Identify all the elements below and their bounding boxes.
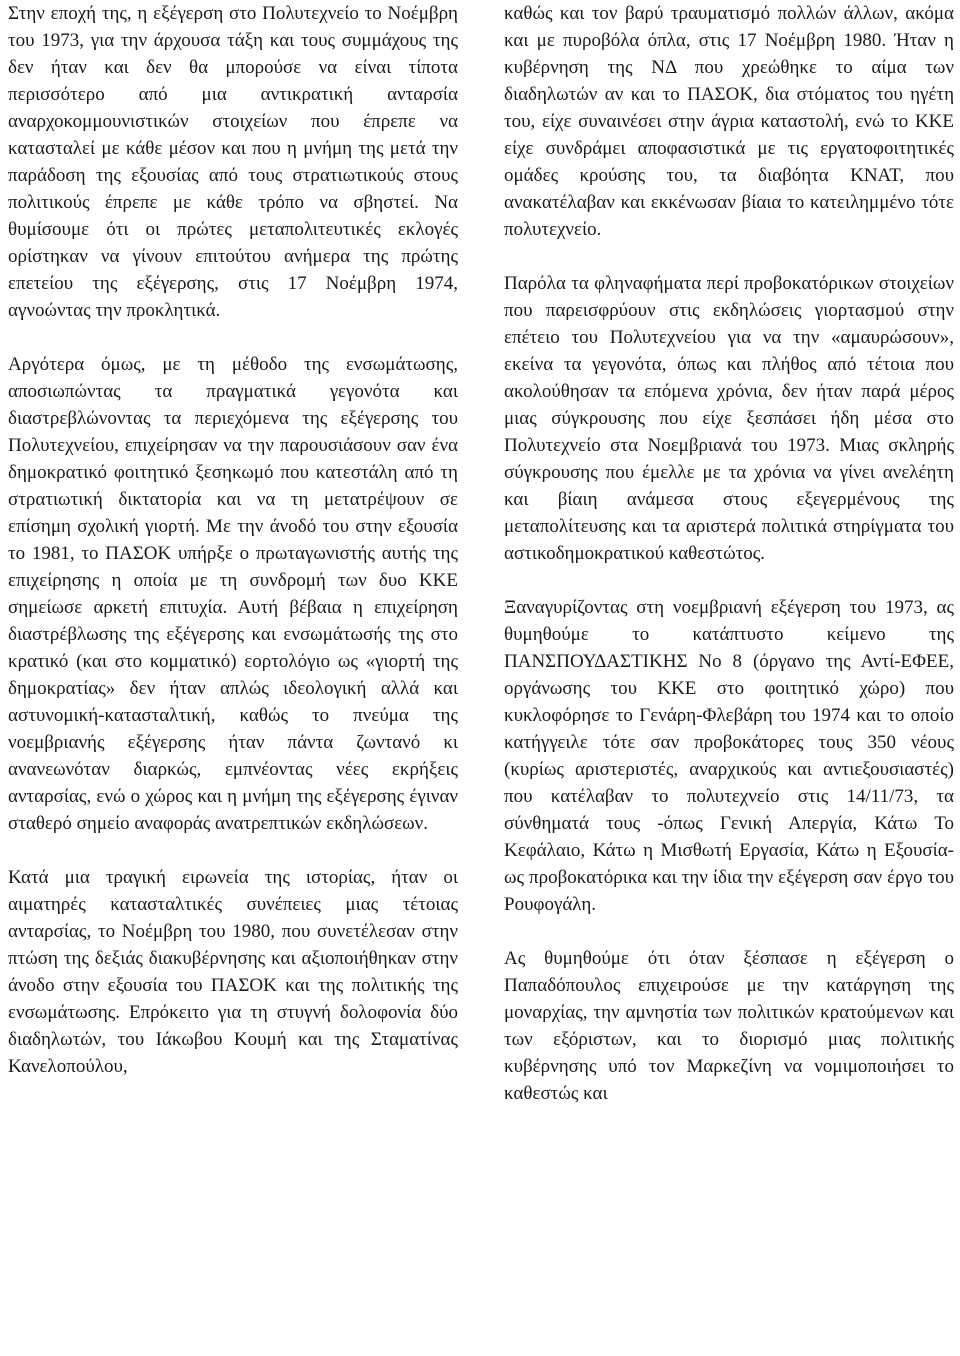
- paragraph: Αργότερα όμως, με τη μέθοδο της ενσωμάτωσης, αποσιωπώντας τα πραγματικά γεγονότα και διαστρεβλώνοντας τα περιεχόμενα της εξέγερσης του Πολυτεχνείου, επιχείρησαν να την παρουσιάσουν σαν ένα δημοκρατικό φοιτητικό ξεσηκωμό που κατεστάλη από τη στρατιωτική δικτατορία και να τη μετατρέψουν σε επίσημη σχολική γιορτή. Με την άνοδό του στην εξουσία το 1981, το ΠΑΣΟΚ υπήρξε ο πρωταγωνιστής αυτής της επιχείρησης η οποία με τη συνδρομή των δυο ΚΚΕ σημείωσε αρκετή επιτυχία. Αυτή βέβαια η επιχείρηση διαστρέβλωσης της εξέγερσης και ενσωμάτωσής της στο κρατικό (και στο κομματικό) εορτολόγιο ως «γιορτή της δημοκρατίας» δεν ήταν απλώς ιδεολογική αλλά και αστυνομική-κατασταλτική, καθώς το πνεύμα της νοεμβριανής εξέγερσης ήταν πάντα ζωντανό κι ανανεωνόταν διαρκώς, εμπνέοντας νέες εκρήξεις ανταρσίας, ενώ ο χώρος και η μνήμη της εξέγερσης έγιναν σταθερό σημείο αναφοράς ανατρεπτικών εκδηλώσεων.: [8, 354, 458, 834]
- paragraph: Ας θυμηθούμε ότι όταν ξέσπασε η εξέγερση ο Παπαδόπουλος επιχειρούσε με την κατάργηση της μοναρχίας, την αμνηστία των πολιτικών κρατούμενων και των εξόριστων, και το διορισμό μιας πολιτικής κυβέρνησης υπό τον Μαρκεζίνη να νομιμοποιήσει το καθεστώς και: [504, 948, 954, 1104]
- paragraph: Κατά μια τραγική ειρωνεία της ιστορίας, ήταν οι αιματηρές κατασταλτικές συνέπειες μιας τέτοιας ανταρσίας, το Νοέμβρη του 1980, που συνετέλεσαν στην πτώση της δεξιάς διακυβέρνησης και αξιοποιήθηκαν στην άνοδο στην εξουσία του ΠΑΣΟΚ και της πολιτικής της ενσωμάτωσης. Επρόκειτο για τη στυγνή δολοφονία δύο διαδηλωτών, του Ιάκωβου Κουμή και της Σταματίνας Κανελοπούλου,: [8, 867, 458, 1077]
- paragraph: καθώς και τον βαρύ τραυματισμό πολλών άλλων, ακόμα και με πυροβόλα όπλα, στις 17 Νοέμβρη 1980. Ήταν η κυβέρνηση της ΝΔ που χρεώθηκε το αίμα των διαδηλωτών αν και το ΠΑΣΟΚ, δια στόματος του ηγέτη του, είχε συναινέσει στην άγρια καταστολή, ενώ το ΚΚΕ είχε συνδράμει αποφασιστικά με τις εργατοφοιτητικές ομάδες κρούσης του, τα διαβόητα ΚΝΑΤ, που ανακατέλαβαν και εκκένωσαν βίαια το κατειλημμένο τότε πολυτεχνείο.: [504, 3, 954, 240]
- paragraph: Στην εποχή της, η εξέγερση στο Πολυτεχνείο το Νοέμβρη του 1973, για την άρχουσα τάξη και τους συμμάχους της δεν ήταν και δεν θα μπορούσε να είναι τίποτα περισσότερο από μια αντικρατική ανταρσία αναρχοκομμουνιστικών στοιχείων που έπρεπε να κατασταλεί με κάθε μέσον και που η μνήμη της μετά την παράδοση της εξουσίας από τους στρατιωτικούς στους πολιτικούς έπρεπε με κάθε τρόπο να σβηστεί. Να θυμίσουμε ότι οι πρώτες μεταπολιτευτικές εκλογές ορίστηκαν να γίνουν επιτούτου ανήμερα της πρώτης επετείου της εξέγερσης, στις 17 Νοέμβρη 1974, αγνοώντας την προκλητικά.: [8, 3, 458, 321]
- right-column: [504, 0, 954, 1107]
- paragraph: Παρόλα τα φληναφήματα περί προβοκατόρικων στοιχείων που παρεισφρύουν στις εκδηλώσεις γιορτασμού στην επέτειο του Πολυτεχνείου για να την «αμαυρώσουν», εκείνα τα γεγονότα, όπως και πλήθος από τέτοια που ακολούθησαν τα επόμενα χρόνια, δεν ήταν παρά μέρος μιας σύγκρουσης που είχε ξεσπάσει ήδη μέσα στο Πολυτεχνείο στα Νοεμβριανά του 1973. Μιας σκληρής σύγκρουσης που έμελλε με τα χρόνια να γίνει ανελέητη και βίαιη ανάμεσα στους εξεγερμένους της μεταπολίτευσης και τα αριστερά πολιτικά στηρίγματα του αστικοδημοκρατικού καθεστώτος.: [504, 273, 954, 564]
- left-column: [8, 0, 458, 1080]
- paragraph: Ξαναγυρίζοντας στη νοεμβριανή εξέγερση του 1973, ας θυμηθούμε το κατάπτυστο κείμενο της ΠΑΝΣΠΟΥΔΑΣΤΙΚΗΣ Νο 8 (όργανο της Αντί-ΕΦΕΕ, οργάνωσης του ΚΚΕ στο φοιτητικό χώρο) που κυκλοφόρησε το Γενάρη-Φλεβάρη του 1974 και το οποίο κατήγγειλε τότε σαν προβοκάτορες τους 350 νέους (κυρίως αριστεριστές, αναρχικούς και αντιεξουσιαστές) που κατέλαβαν το πολυτεχνείο στις 14/11/73, τα σύνθηματά τους -όπως Γενική Απεργία, Κάτω Το Κεφάλαιο, Κάτω η Μισθωτή Εργασία, Κάτω η Εξουσία-ως προβοκατόρικα και την ίδια την εξέγερση σαν έργο του Ρουφογάλη.: [504, 597, 954, 915]
